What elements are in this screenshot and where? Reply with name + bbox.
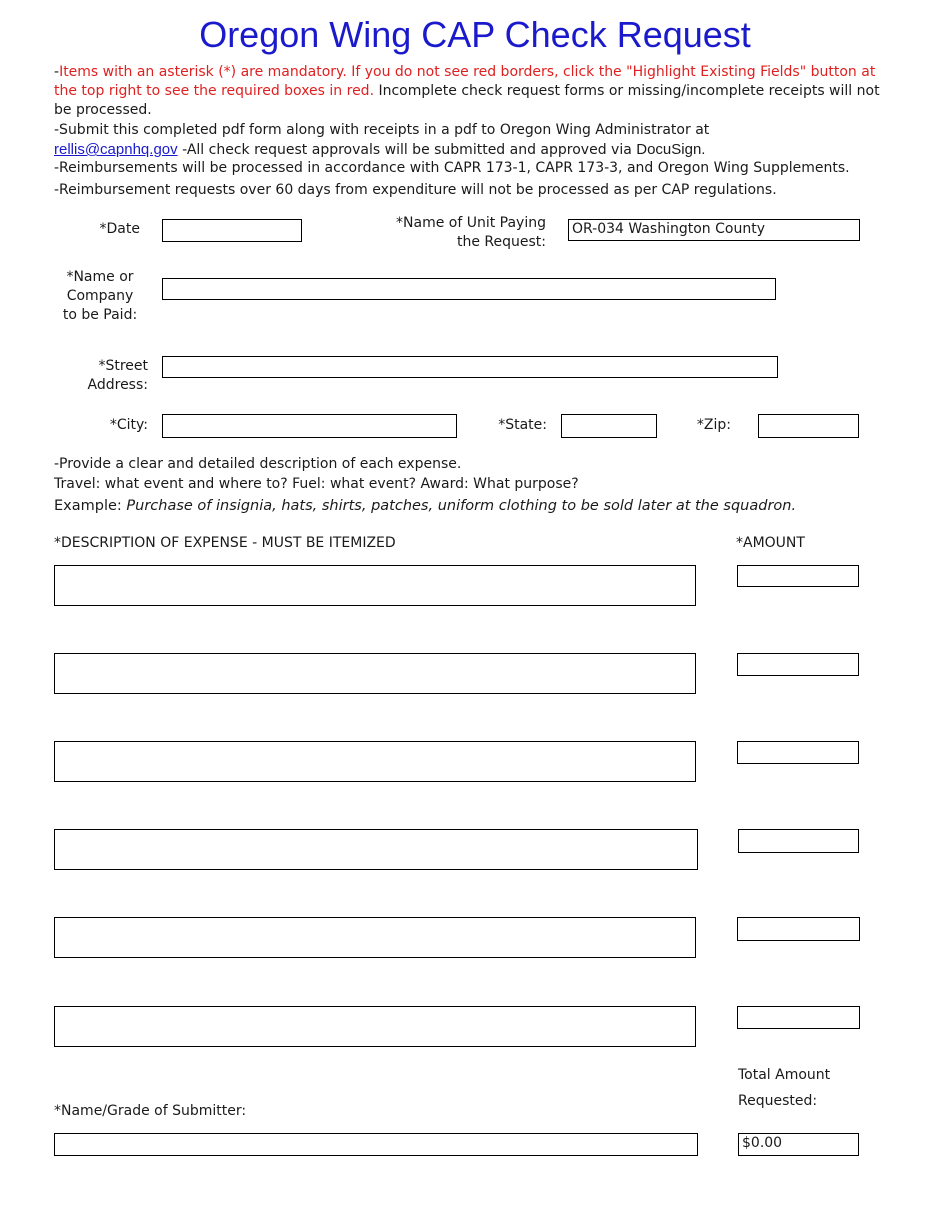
instruction-60-days: -Reimbursement requests over 60 days from expenditure will not be processed as per CAP regulations. — [54, 182, 777, 198]
submitter-label: *Name/Grade of Submitter: — [54, 1103, 247, 1119]
unit-field[interactable]: OR-034 Washington County — [568, 219, 860, 241]
guidance-example: Example: Purchase of insignia, hats, shirts, patches, uniform clothing to be sold later at the squadron. — [54, 498, 797, 514]
expense-amount-field[interactable] — [737, 741, 859, 764]
street-field[interactable] — [162, 356, 778, 378]
expense-amount-field[interactable] — [737, 653, 859, 676]
expense-description-field[interactable] — [54, 1006, 696, 1047]
city-field[interactable] — [162, 414, 457, 438]
instruction-mandatory: -Items with an asterisk (*) are mandatory. If you do not see red borders, click the "Highlight Existing Fields" button at the top right to see the required boxes in red. Incomplete check request forms or missing/incomplete receipts will not be processed. — [54, 64, 880, 118]
expense-description-field[interactable] — [54, 917, 696, 958]
expense-description-field[interactable] — [54, 653, 696, 694]
email-link[interactable]: rellis@capnhq.gov — [54, 141, 178, 158]
expense-amount-field[interactable] — [737, 917, 860, 941]
unit-label: *Name of Unit Paying the Request: — [396, 215, 546, 250]
expense-description-field[interactable] — [54, 565, 696, 606]
payee-field[interactable] — [162, 278, 776, 300]
expense-description-field[interactable] — [54, 741, 696, 782]
total-amount-field[interactable]: $0.00 — [738, 1133, 859, 1156]
state-label: *State: — [498, 417, 547, 433]
total-label: Total Amount Requested: — [738, 1067, 831, 1109]
zip-label: *Zip: — [696, 417, 731, 433]
amount-header: *AMOUNT — [736, 535, 805, 551]
expense-amount-field[interactable] — [738, 829, 859, 853]
guidance-line-2: Travel: what event and where to? Fuel: what event? Award: What purpose? — [54, 476, 579, 492]
instruction-submit: -Submit this completed pdf form along with receipts in a pdf to Oregon Wing Administrator at rellis@capnhq.gov -All check request approvals will be submitted and approved via DocuSign. — [54, 122, 710, 158]
street-label: *Street Address: — [87, 358, 148, 393]
zip-field[interactable] — [758, 414, 859, 438]
state-field[interactable] — [561, 414, 657, 438]
date-field[interactable] — [162, 219, 302, 242]
expense-description-field[interactable] — [54, 829, 698, 870]
city-label: *City: — [109, 417, 148, 433]
submitter-field[interactable] — [54, 1133, 698, 1156]
expense-amount-field[interactable] — [737, 565, 859, 587]
description-header: *DESCRIPTION OF EXPENSE - MUST BE ITEMIZED — [54, 535, 396, 551]
instruction-reimbursement-regs: -Reimbursements will be processed in accordance with CAPR 173-1, CAPR 173-3, and Oregon Wing Supplements. — [54, 160, 850, 176]
expense-amount-field[interactable] — [737, 1006, 860, 1029]
page-title: Oregon Wing CAP Check Request — [199, 14, 751, 55]
date-label: *Date — [99, 221, 140, 237]
guidance-line-1: -Provide a clear and detailed description of each expense. — [54, 456, 462, 472]
payee-label: *Name or Company to be Paid: — [62, 269, 138, 323]
